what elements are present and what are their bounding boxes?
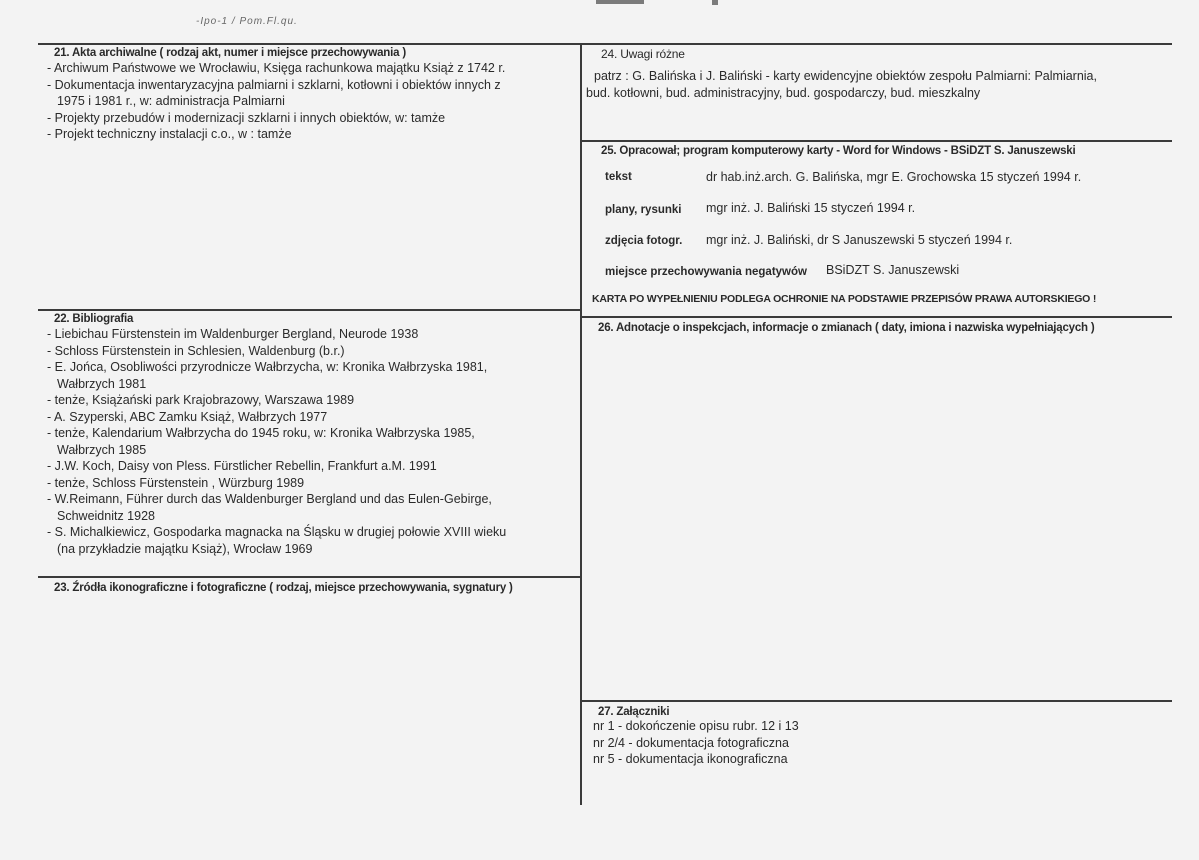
rule-25-26 bbox=[582, 316, 1172, 318]
list-item: - A. Szyperski, ABC Zamku Książ, Wałbrzych 1977 bbox=[47, 409, 328, 424]
section-27-header: 27. Załączniki bbox=[598, 706, 670, 718]
section-21-header: 21. Akta archiwalne ( rodzaj akt, numer i miejsce przechowywania ) bbox=[54, 47, 406, 59]
list-item: 1975 i 1981 r., w: administracja Palmiarni bbox=[57, 94, 285, 108]
section-26-inspection-notes bbox=[593, 322, 1168, 334]
list-item: - W.Reimann, Führer durch das Waldenburger Bergland und das Eulen-Gebirge, bbox=[47, 492, 492, 506]
list-item: - S. Michalkiewicz, Gospodarka magnacka na Śląsku w drugiej połowie XVIII wieku bbox=[47, 525, 507, 539]
row-value: BSiDZT S. Januszewski bbox=[826, 263, 960, 277]
section-25-prepared-by bbox=[593, 145, 1168, 315]
row-value: mgr inż. J. Baliński, dr S Januszewski 5 styczeń 1994 r. bbox=[706, 233, 1013, 247]
row-label: tekst bbox=[605, 171, 632, 183]
section-27-body bbox=[593, 718, 1168, 768]
row-label: plany, rysunki bbox=[605, 204, 682, 216]
section-23-header: 23. Źródła ikonograficzne i fotograficzne ( rodzaj, miejsce przechowywania, sygnatury ) bbox=[54, 582, 513, 594]
rule-26-27 bbox=[582, 700, 1172, 702]
list-item: - tenże, Schloss Fürstenstein , Würzburg 1989 bbox=[47, 475, 305, 490]
section-22-body bbox=[47, 326, 575, 557]
attachment-item: nr 1 - dokończenie opisu rubr. 12 i 13 bbox=[593, 719, 799, 733]
section-26-header: 26. Adnotacje o inspekcjach, informacje o zmianach ( daty, imiona i nazwiska wypełniających ) bbox=[598, 322, 1095, 334]
prepared-row-photos bbox=[605, 231, 682, 249]
section-22-header: 22. Bibliografia bbox=[54, 313, 134, 325]
list-item: - J.W. Koch, Daisy von Pless. Fürstlicher Rebellin, Frankfurt a.M. 1991 bbox=[47, 459, 437, 473]
list-item: - tenże, Książański park Krajobrazowy, Warszawa 1989 bbox=[47, 393, 355, 407]
list-item: - Archiwum Państwowe we Wrocławiu, Księga rachunkowa majątku Książ z 1742 r. bbox=[47, 61, 506, 75]
section-25-header: 25. Opracował; program komputerowy karty - Word for Windows - BSiDZT S. Januszewski bbox=[601, 145, 1076, 157]
prepared-row-text bbox=[605, 167, 632, 185]
row-label: miejsce przechowywania negatywów bbox=[605, 266, 807, 278]
remark-line: bud. kotłowni, bud. administracyjny, bud. gospodarczy, bud. mieszkalny bbox=[586, 85, 981, 100]
handwritten-note: -Ipo-1 / Pom.Fl.qu. bbox=[196, 16, 298, 27]
list-item: (na przykładzie majątku Książ), Wrocław 1969 bbox=[57, 541, 313, 556]
copyright-notice: KARTA PO WYPEŁNIENIU PODLEGA OCHRONIE NA PODSTAWIE PRZEPISÓW PRAWA AUTORSKIEGO ! bbox=[592, 293, 1097, 305]
top-edge-mark bbox=[596, 0, 644, 4]
list-item: - tenże, Kalendarium Wałbrzycha do 1945 roku, w: Kronika Wałbrzyska 1985, bbox=[47, 426, 475, 440]
prepared-row-plans bbox=[605, 200, 681, 218]
attachment-item: nr 2/4 - dokumentacja fotograficzna bbox=[593, 735, 789, 750]
list-item: - Liebichau Fürstenstein im Waldenburger Bergland, Neurode 1938 bbox=[47, 327, 419, 341]
list-item: - Schloss Fürstenstein in Schlesien, Waldenburg (b.r.) bbox=[47, 343, 345, 358]
prepared-row-negatives bbox=[605, 262, 807, 280]
rule-21-22 bbox=[38, 309, 582, 311]
section-24-remarks bbox=[586, 47, 1168, 101]
list-item: Wałbrzych 1985 bbox=[57, 442, 147, 457]
remark-line: patrz : G. Balińska i J. Baliński - karty ewidencyjne obiektów zespołu Palmiarni: Palmiarnia, bbox=[594, 69, 1097, 83]
section-27-attachments bbox=[593, 706, 1168, 768]
section-24-header: 24. Uwagi różne bbox=[601, 47, 685, 61]
rule-22-23 bbox=[38, 576, 582, 578]
row-value: mgr inż. J. Baliński 15 styczeń 1994 r. bbox=[706, 201, 916, 215]
center-divider bbox=[580, 43, 582, 805]
section-22-bibliography bbox=[47, 313, 575, 557]
list-item: - E. Jońca, Osobliwości przyrodnicze Wałbrzycha, w: Kronika Wałbrzyska 1981, bbox=[47, 360, 488, 374]
list-item: Wałbrzych 1981 bbox=[57, 376, 147, 391]
section-24-body bbox=[586, 68, 1168, 101]
list-item: - Projekty przebudów i modernizacji szklarni i innych obiektów, w: tamże bbox=[47, 110, 446, 125]
top-edge-mark bbox=[712, 0, 718, 5]
row-value: dr hab.inż.arch. G. Balińska, mgr E. Grochowska 15 styczeń 1994 r. bbox=[706, 170, 1082, 184]
section-21-archival-records bbox=[47, 47, 575, 143]
attachment-item: nr 5 - dokumentacja ikonograficzna bbox=[593, 752, 788, 766]
list-item: Schweidnitz 1928 bbox=[57, 508, 155, 523]
section-21-body bbox=[47, 60, 575, 143]
row-label: zdjęcia fotogr. bbox=[605, 235, 683, 247]
list-item: - Dokumentacja inwentaryzacyjna palmiarni i szklarni, kotłowni i obiektów innych z bbox=[47, 77, 501, 92]
section-23-iconographic-sources bbox=[47, 582, 575, 594]
top-rule bbox=[38, 43, 1172, 45]
list-item: - Projekt techniczny instalacji c.o., w : tamże bbox=[47, 127, 292, 141]
rule-24-25 bbox=[582, 140, 1172, 142]
